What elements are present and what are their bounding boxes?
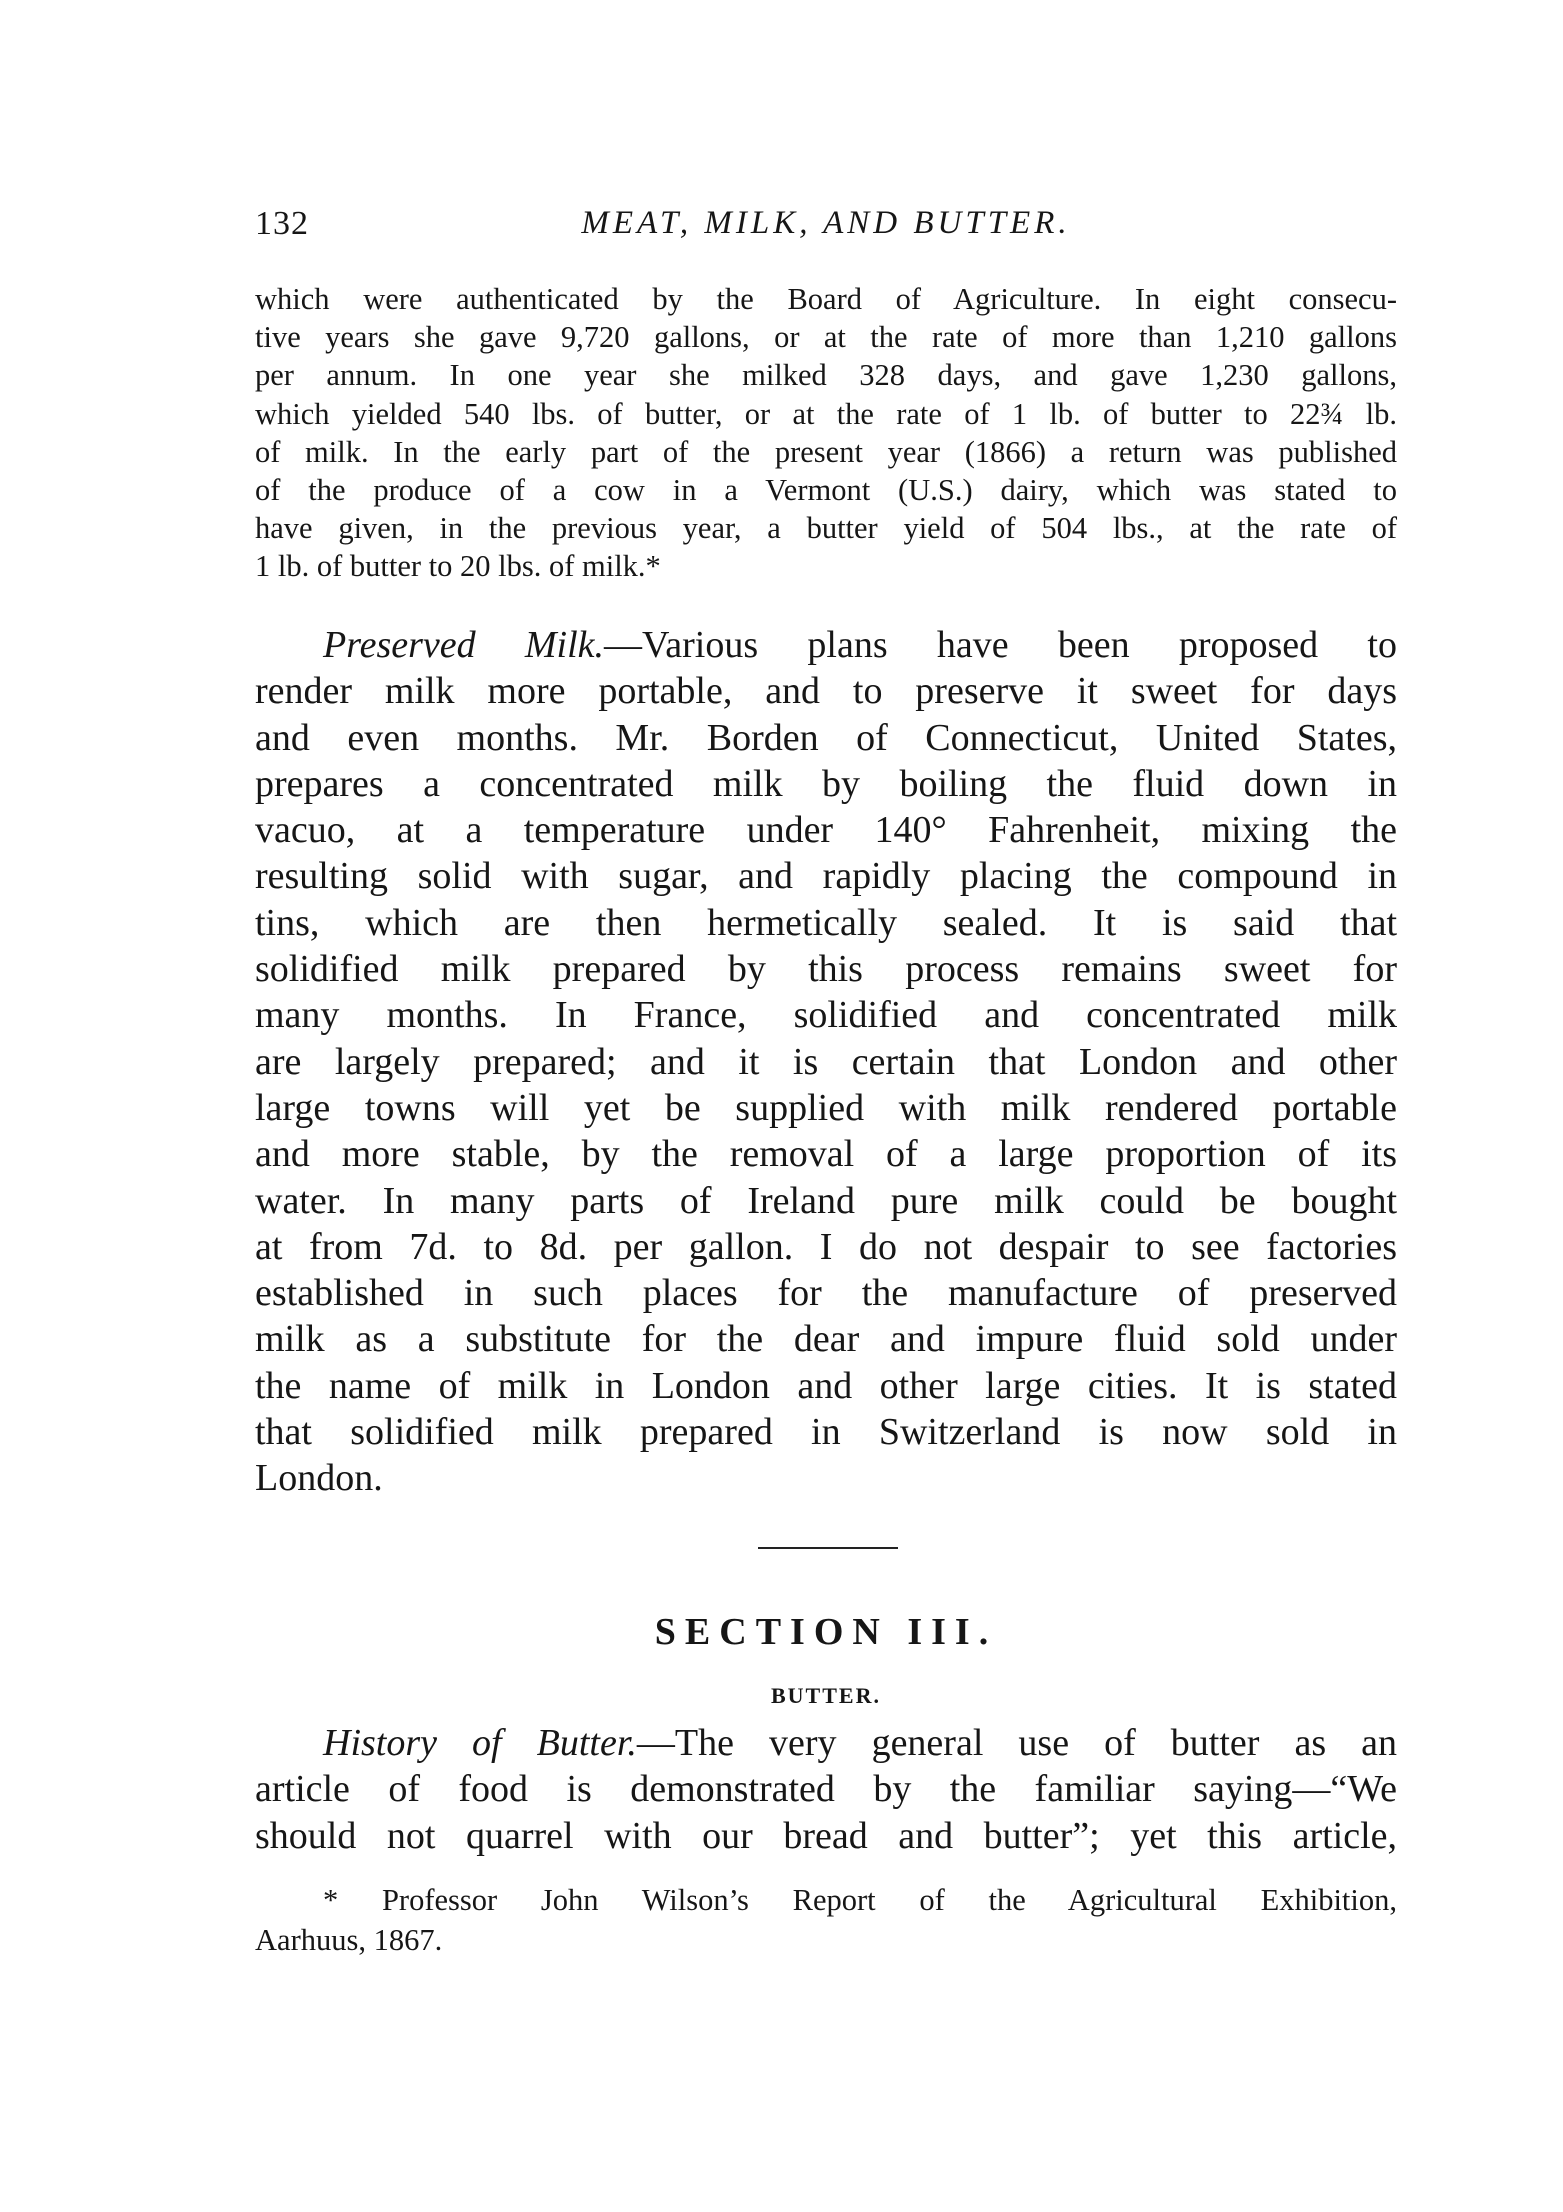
- running-head: [255, 205, 1397, 255]
- text-line: should not quarrel with our bread and butter”; yet this article,: [255, 1814, 1397, 1857]
- running-title: MEAT, MILK, AND BUTTER.: [581, 205, 1071, 241]
- text-line: tive years she gave 9,720 gallons, or at the rate of more than 1,210 gallons: [255, 320, 1397, 355]
- continuation-paragraph: [255, 280, 1397, 586]
- text-line: 1 lb. of butter to 20 lbs. of milk.*: [255, 549, 661, 584]
- text-line: are largely prepared; and it is certain that London and other: [255, 1040, 1397, 1083]
- text-line: that solidified milk prepared in Switzerland is now sold in: [255, 1411, 1397, 1454]
- text-line: tins, which are then hermetically sealed. It is said that: [255, 901, 1397, 944]
- text-line: resulting solid with sugar, and rapidly placing the compound in: [255, 855, 1397, 898]
- text-line: and even months. Mr. Borden of Connecticut, United States,: [255, 716, 1397, 759]
- text-run: —The very general use of butter as an: [636, 1722, 1398, 1764]
- text-line: established in such places for the manufacture of preserved: [255, 1272, 1397, 1315]
- text-line: per annum. In one year she milked 328 days, and gave 1,230 gallons,: [255, 358, 1397, 393]
- footnote-line: Aarhuus, 1867.: [255, 1923, 443, 1957]
- text-line: solidified milk prepared by this process remains sweet for: [255, 948, 1397, 991]
- text-line: which yielded 540 lbs. of butter, or at the rate of 1 lb. of butter to 22¾ lb.: [255, 396, 1397, 431]
- text-line: of the produce of a cow in a Vermont (U.S.) dairy, which was stated to: [255, 473, 1397, 508]
- text-line: water. In many parts of Ireland pure milk could be bought: [255, 1179, 1397, 1222]
- section-subheading: BUTTER.: [771, 1683, 881, 1708]
- page-number: 132: [255, 205, 309, 242]
- text-line: prepares a concentrated milk by boiling the fluid down in: [255, 762, 1397, 805]
- paragraph-heading: Preserved Milk.: [323, 624, 605, 666]
- history-of-butter-paragraph: [255, 1720, 1397, 1859]
- text-line: render milk more portable, and to preserve it sweet for days: [255, 670, 1397, 713]
- text-line-first: [255, 622, 1397, 668]
- text-line: have given, in the previous year, a butter yield of 504 lbs., at the rate of: [255, 511, 1397, 546]
- text-line: milk as a substitute for the dear and impure fluid sold under: [255, 1318, 1397, 1361]
- text-line: and more stable, by the removal of a large proportion of its: [255, 1133, 1397, 1176]
- footnote: [255, 1880, 1397, 1960]
- footnote-text: * Professor John Wilson’s Report of the Agricultural Exhibition,: [323, 1883, 1397, 1917]
- text-line: large towns will yet be supplied with milk rendered portable: [255, 1086, 1397, 1129]
- text-run: —Various plans have been proposed to: [604, 624, 1397, 666]
- paragraph-heading: History of Butter.: [323, 1722, 637, 1764]
- text-line: which were authenticated by the Board of Agriculture. In eight consecu-: [255, 282, 1397, 316]
- preserved-milk-paragraph: [255, 622, 1397, 1502]
- text-line: the name of milk in London and other large cities. It is stated: [255, 1364, 1397, 1407]
- text-line: of milk. In the early part of the present year (1866) a return was published: [255, 434, 1397, 469]
- footnote-line: [255, 1880, 1397, 1920]
- section-divider: [758, 1547, 898, 1549]
- text-line-first: [255, 1720, 1397, 1766]
- section-heading: SECTION III.: [654, 1611, 998, 1653]
- text-line: London.: [255, 1457, 383, 1500]
- text-line: many months. In France, solidified and concentrated milk: [255, 994, 1397, 1037]
- text-line: vacuo, at a temperature under 140° Fahrenheit, mixing the: [255, 809, 1397, 852]
- text-line: article of food is demonstrated by the familiar saying—“We: [255, 1768, 1397, 1811]
- text-line: at from 7d. to 8d. per gallon. I do not despair to see factories: [255, 1225, 1397, 1268]
